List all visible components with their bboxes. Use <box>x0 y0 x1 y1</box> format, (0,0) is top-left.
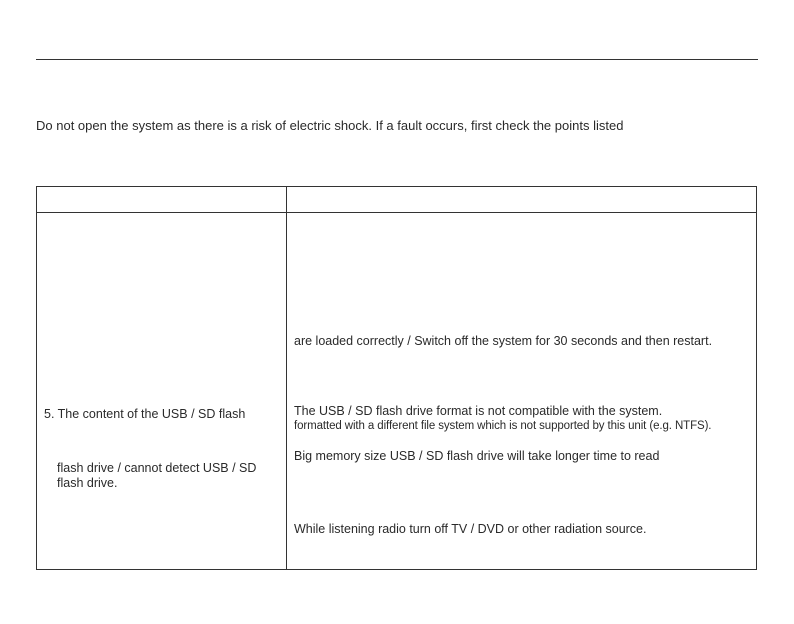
problem-line-2: flash drive / cannot detect USB / SD <box>57 461 257 475</box>
top-divider <box>36 59 758 60</box>
header-row-divider <box>37 212 756 213</box>
problem-line-3: flash drive. <box>57 476 118 490</box>
intro-text: Do not open the system as there is a risk of electric shock. If a fault occurs, first check the points listed <box>36 118 624 133</box>
solution-memory: Big memory size USB / SD flash drive will take longer time to read <box>294 449 660 463</box>
solution-radio: While listening radio turn off TV / DVD or other radiation source. <box>294 522 647 536</box>
solution-format-line-2: formatted with a different file system which is not supported by this unit (e.g. NTFS). <box>294 420 712 432</box>
solution-restart: are loaded correctly / Switch off the system for 30 seconds and then restart. <box>294 334 713 348</box>
troubleshooting-table <box>36 186 757 570</box>
solution-format-line-1: The USB / SD flash drive format is not compatible with the system. <box>294 404 663 418</box>
problem-line-1: 5. The content of the USB / SD flash <box>44 407 246 421</box>
column-divider <box>286 187 287 569</box>
